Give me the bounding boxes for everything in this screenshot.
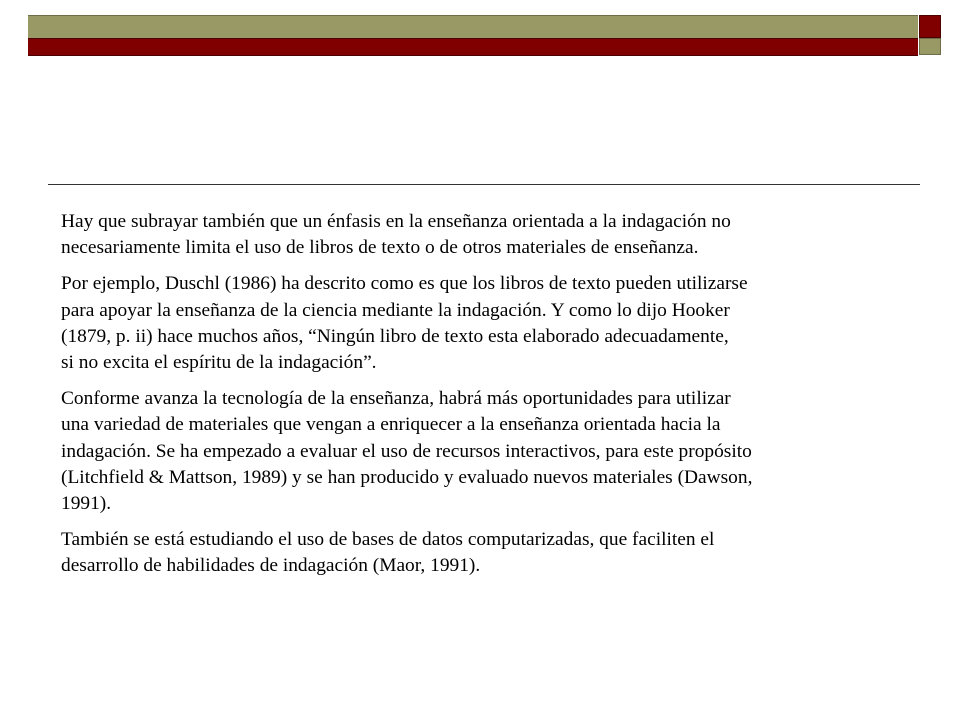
body-paragraph-2: Por ejemplo, Duschl (1986) ha descrito como es que los libros de texto pueden utilizarse para apoyar la enseñanza de la ciencia mediante la indagación. Y como lo dijo Hooker (1879, p. ii) hace muchos años, “Ningún libro de texto esta elaborado adecuadamente, si no excita el espíritu de la indagación”. <box>61 273 748 374</box>
body-paragraph-3: Conforme avanza la tecnología de la enseñanza, habrá más oportunidades para utilizar una variedad de materiales que vengan a enriquecer a la enseñanza orientada hacia la indagación. Se ha empezado a evaluar el uso de recursos interactivos, para este propósito (Litchfield & Mattson, 1989) y se han producido y evaluado nuevos materiales (Dawson, 1991). <box>61 388 753 515</box>
corner-olive-square <box>919 38 941 55</box>
header-olive-band <box>28 15 918 39</box>
corner-maroon-square <box>919 15 941 38</box>
slide-body <box>61 209 931 590</box>
body-paragraph-1: Hay que subrayar también que un énfasis en la enseñanza orientada a la indagación no necesariamente limita el uso de libros de texto o de otros materiales de enseñanza. <box>61 211 731 259</box>
header-maroon-band <box>28 38 918 56</box>
body-paragraph-4: También se está estudiando el uso de bases de datos computarizadas, que faciliten el desarrollo de habilidades de indagación (Maor, 1991). <box>61 529 715 577</box>
title-divider-line <box>48 184 920 185</box>
